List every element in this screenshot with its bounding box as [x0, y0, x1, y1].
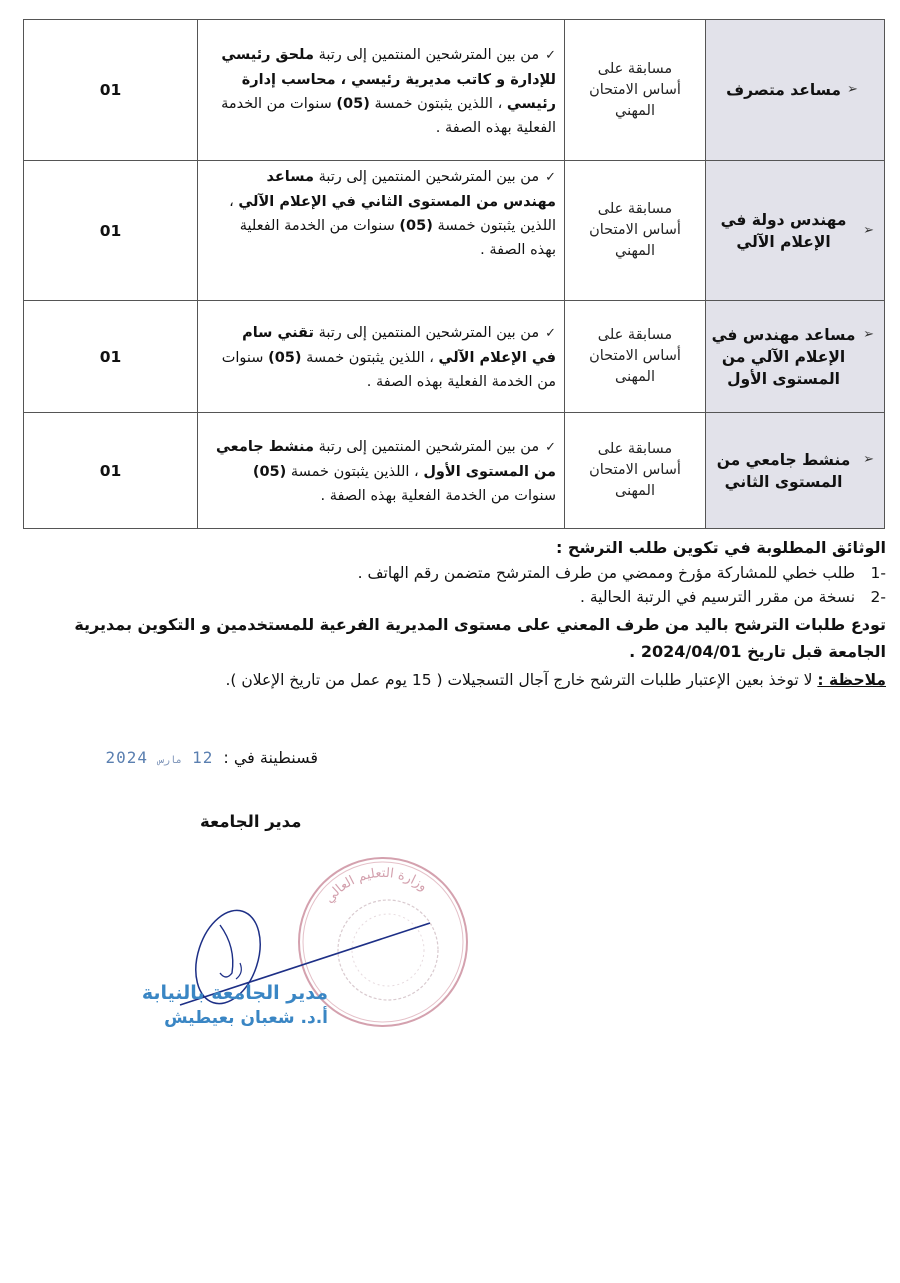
check-icon: ✓	[545, 47, 556, 63]
table-row	[24, 20, 885, 161]
documents-list	[46, 561, 886, 609]
mode-line: مسابقة على	[597, 201, 673, 217]
recruitment-mode-cell	[565, 301, 706, 413]
table-row	[24, 413, 885, 529]
grade-label: مهندس دولة في الإعلام الآلي	[720, 210, 847, 251]
mode-line: المهنى	[615, 369, 655, 385]
item-number: -1	[870, 564, 886, 582]
mode-line: أساس الامتحان	[589, 222, 681, 238]
condition-grade: منشط جامعي من المستوى الأول	[216, 439, 556, 480]
list-item	[46, 585, 886, 609]
condition-prefix: من بين المترشحين المنتمين إلى رتبة	[318, 46, 540, 63]
deposit-line: تودع طلبات الترشح باليد من طرف المعني على مستوى المديرية الفرعية للمستخدمين و التكوين بمديرية	[74, 615, 886, 634]
condition-suffix: سنوات من الخدمة الفعلية بهذه الصفة .	[221, 350, 556, 390]
grade-cell	[706, 413, 885, 529]
mode-line: مسابقة على	[597, 60, 673, 77]
seal-text: وزارة التعليم العالي	[321, 865, 431, 907]
stamp-day: 12	[192, 748, 214, 767]
deposit-deadline: الجامعة قبل تاريخ 2024/04/01 .	[629, 642, 886, 661]
item-text: طلب خطي للمشاركة مؤرخ وممضي من طرف المترشح متضمن رقم الهاتف .	[357, 564, 856, 582]
mode-line: المهني	[615, 243, 655, 259]
condition-suffix: سنوات من الخدمة الفعلية بهذه الصفة .	[221, 95, 556, 136]
item-text: نسخة من مقرر الترسيم في الرتبة الحالية .	[579, 588, 856, 606]
grade-label: منشط جامعي من المستوى الثاني	[716, 450, 851, 491]
condition-mid: ، اللذين يثبتون خمسة	[229, 194, 556, 234]
recruitment-mode-cell	[565, 161, 706, 301]
condition-prefix: من بين المترشحين المنتمين إلى رتبة	[318, 439, 540, 455]
check-icon: ✓	[545, 326, 556, 341]
grade-label: مساعد مهندس في الإعلام الآلي من المستوى الأول	[711, 325, 856, 388]
place-label: قسنطينة في :	[223, 748, 318, 767]
grade-cell	[706, 20, 885, 161]
positions-count: 01	[24, 413, 198, 529]
condition-mid: ، اللذين يثبتون خمسة	[306, 350, 434, 366]
positions-count: 01	[24, 20, 198, 161]
stamp-year: 2024	[105, 748, 148, 767]
condition-prefix: من بين المترشحين المنتمين إلى رتبة	[318, 169, 540, 185]
table-row	[24, 301, 885, 413]
mode-line: المهنى	[615, 483, 655, 499]
arrow-bullet-icon: ➢	[863, 222, 874, 238]
mode-line: أساس الامتحان	[589, 462, 681, 478]
deposit-instructions	[46, 611, 886, 665]
condition-suffix: سنوات من الخدمة الفعلية بهذه الصفة .	[239, 218, 556, 258]
director-title: مدير الجامعة	[200, 812, 302, 831]
positions-count: 01	[24, 161, 198, 301]
table-row	[24, 161, 885, 301]
signer-stamp	[128, 980, 328, 1030]
condition-cell	[198, 301, 565, 413]
grade-cell	[706, 301, 885, 413]
stamp-month: مارس	[157, 755, 183, 766]
positions-count: 01	[24, 301, 198, 413]
mode-line: مسابقة على	[597, 327, 673, 343]
list-item	[46, 561, 886, 585]
condition-suffix: سنوات من الخدمة الفعلية بهذه الصفة .	[320, 488, 556, 504]
mode-line: أساس الامتحان	[589, 348, 681, 364]
grade-label: مساعد متصرف	[726, 81, 842, 99]
arrow-bullet-icon: ➢	[863, 326, 874, 342]
section-heading: الوثائق المطلوبة في تكوين طلب الترشح :	[555, 538, 886, 557]
mode-line: المهني	[615, 102, 655, 119]
condition-cell	[198, 20, 565, 161]
required-documents-section	[46, 535, 886, 693]
note-text: لا توخذ بعين الإعتبار طلبات الترشح خارج آجال التسجيلات ( 15 يوم عمل من تاريخ الإعلان ).	[225, 671, 813, 689]
condition-years: (05)	[268, 350, 302, 366]
condition-grade: تقني سام في الإعلام الآلي	[242, 325, 556, 366]
grade-cell	[706, 161, 885, 301]
date-stamp	[105, 748, 213, 767]
positions-table	[23, 19, 885, 529]
signer-title: مدير الجامعة بالنيابة	[141, 982, 328, 1004]
mode-line: أساس الامتحان	[589, 81, 681, 98]
mode-line: مسابقة على	[597, 441, 673, 457]
condition-mid: ، اللذين يثبتون خمسة	[290, 464, 419, 480]
note	[46, 667, 886, 693]
condition-prefix: من بين المترشحين المنتمين إلى رتبة	[318, 325, 540, 341]
condition-mid: ، اللذين يثبتون خمسة	[374, 95, 503, 112]
condition-years: (05)	[399, 218, 433, 234]
arrow-bullet-icon: ➢	[863, 451, 874, 467]
place-date-line	[58, 748, 318, 767]
condition-grade: مساعد مهندس من المستوى الثاني في الإعلام الآلي	[238, 169, 556, 210]
arrow-bullet-icon: ➢	[847, 82, 858, 97]
condition-cell	[198, 413, 565, 529]
signer-name: أ.د. شعبان بعيطيش	[164, 1008, 328, 1028]
note-label: ملاحظة :	[817, 671, 886, 689]
condition-years: (05)	[252, 464, 287, 480]
check-icon: ✓	[545, 440, 556, 455]
condition-cell	[198, 161, 565, 301]
item-number: -2	[870, 588, 886, 606]
recruitment-mode-cell	[565, 413, 706, 529]
condition-grade: ملحق رئيسي للإدارة و كاتب مديرية رئيسي ، محاسب إدارة رئيسي	[221, 46, 556, 112]
check-icon: ✓	[545, 170, 556, 185]
recruitment-mode-cell	[565, 20, 706, 161]
condition-years: (05)	[336, 95, 370, 112]
